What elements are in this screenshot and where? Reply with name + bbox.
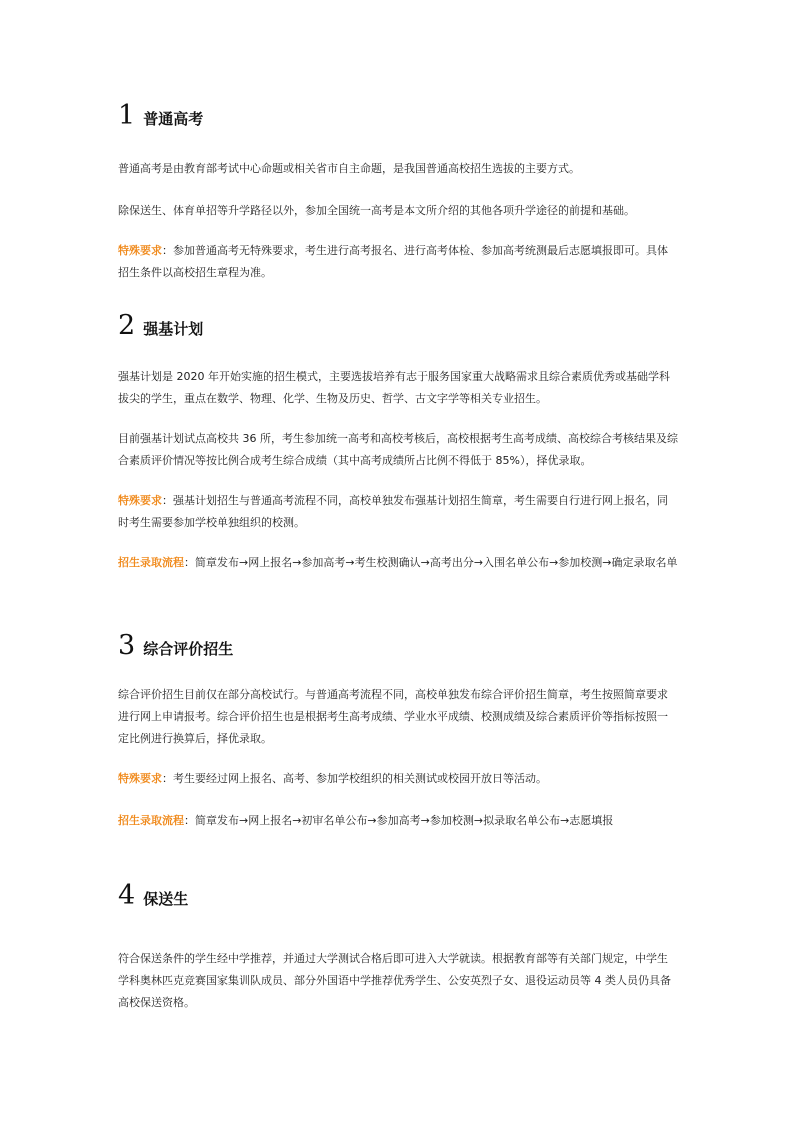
section-2-title: 强基计划 xyxy=(143,320,204,338)
section-3-process xyxy=(118,810,678,832)
section-1-title: 普通高考 xyxy=(143,110,204,128)
section-2-process-text: ：简章发布→网上报名→参加高考→考生校测确认→高考出分→入围名单公布→参加校测→确定录取名单 xyxy=(184,556,678,569)
section-3-process-text: ：简章发布→网上报名→初审名单公布→参加高考→参加校测→拟录取名单公布→志愿填报 xyxy=(184,814,614,827)
section-3-process-label: 招生录取流程 xyxy=(118,814,184,827)
section-3-number: 3 xyxy=(118,630,136,661)
section-3-paragraph-1: 综合评价招生目前仅在部分高校试行。与普通高考流程不同，高校单独发布综合评价招生简章，考生按照简章要求进行网上申请报考。综合评价招生也是根据考生高考成绩、学业水平成绩、校测成绩及综合素质评价等指标按照一定比例进行换算后，择优录取。 xyxy=(118,688,668,745)
section-1-requirement xyxy=(118,240,678,284)
section-2-requirement-label: 特殊要求 xyxy=(118,494,162,507)
section-1-requirement-text: ：参加普通高考无特殊要求，考生进行高考报名、进行高考体检、参加高考统测最后志愿填报即可。具体招生条件以高校招生章程为准。 xyxy=(118,244,668,279)
section-3-requirement-text: ：考生要经过网上报名、高考、参加学校组织的相关测试或校园开放日等活动。 xyxy=(162,772,547,785)
section-2-number: 2 xyxy=(118,310,136,341)
section-4-paragraph-1: 符合保送条件的学生经中学推荐，并通过大学测试合格后即可进入大学就读。根据教育部等有关部门规定，中学生学科奥林匹克竞赛国家集训队成员、部分外国语中学推荐优秀学生、公安英烈子女、退役运动员等 4 类人员仍具备高校保送资格。 xyxy=(118,952,671,1009)
section-2-process-label: 招生录取流程 xyxy=(118,556,184,569)
section-3-title: 综合评价招生 xyxy=(143,640,234,658)
section-1-heading xyxy=(118,100,203,131)
section-3-requirement-label: 特殊要求 xyxy=(118,772,162,785)
section-2-process xyxy=(118,552,678,574)
section-1-number: 1 xyxy=(118,100,136,131)
section-4-number: 4 xyxy=(118,880,136,911)
section-2-paragraph-1: 强基计划是 2020 年开始实施的招生模式，主要选拔培养有志于服务国家重大战略需求且综合素质优秀或基础学科拔尖的学生，重点在数学、物理、化学、生物及历史、哲学、古文字学等相关专业招生。 xyxy=(118,370,670,405)
section-1-paragraph-2: 除保送生、体育单招等升学路径以外，参加全国统一高考是本文所介绍的其他各项升学途径的前提和基础。 xyxy=(118,204,635,217)
section-3-requirement xyxy=(118,768,678,790)
section-2-heading xyxy=(118,310,203,341)
section-2-requirement-text: ：强基计划招生与普通高考流程不同，高校单独发布强基计划招生简章，考生需要自行进行网上报名，同时考生需要参加学校单独组织的校测。 xyxy=(118,494,668,529)
section-2-requirement xyxy=(118,490,678,534)
section-3-heading xyxy=(118,630,233,661)
section-4-heading xyxy=(118,880,188,911)
section-1-paragraph-1: 普通高考是由教育部考试中心命题或相关省市自主命题，是我国普通高校招生选拔的主要方式。 xyxy=(118,162,580,175)
section-4-title: 保送生 xyxy=(143,890,189,908)
section-1-requirement-label: 特殊要求 xyxy=(118,244,162,257)
section-2-paragraph-2: 目前强基计划试点高校共 36 所，考生参加统一高考和高校考核后，高校根据考生高考成绩、高校综合考核结果及综合素质评价情况等按比例合成考生综合成绩（其中高考成绩所占比例不得低于 85%），择优录取。 xyxy=(118,432,678,467)
